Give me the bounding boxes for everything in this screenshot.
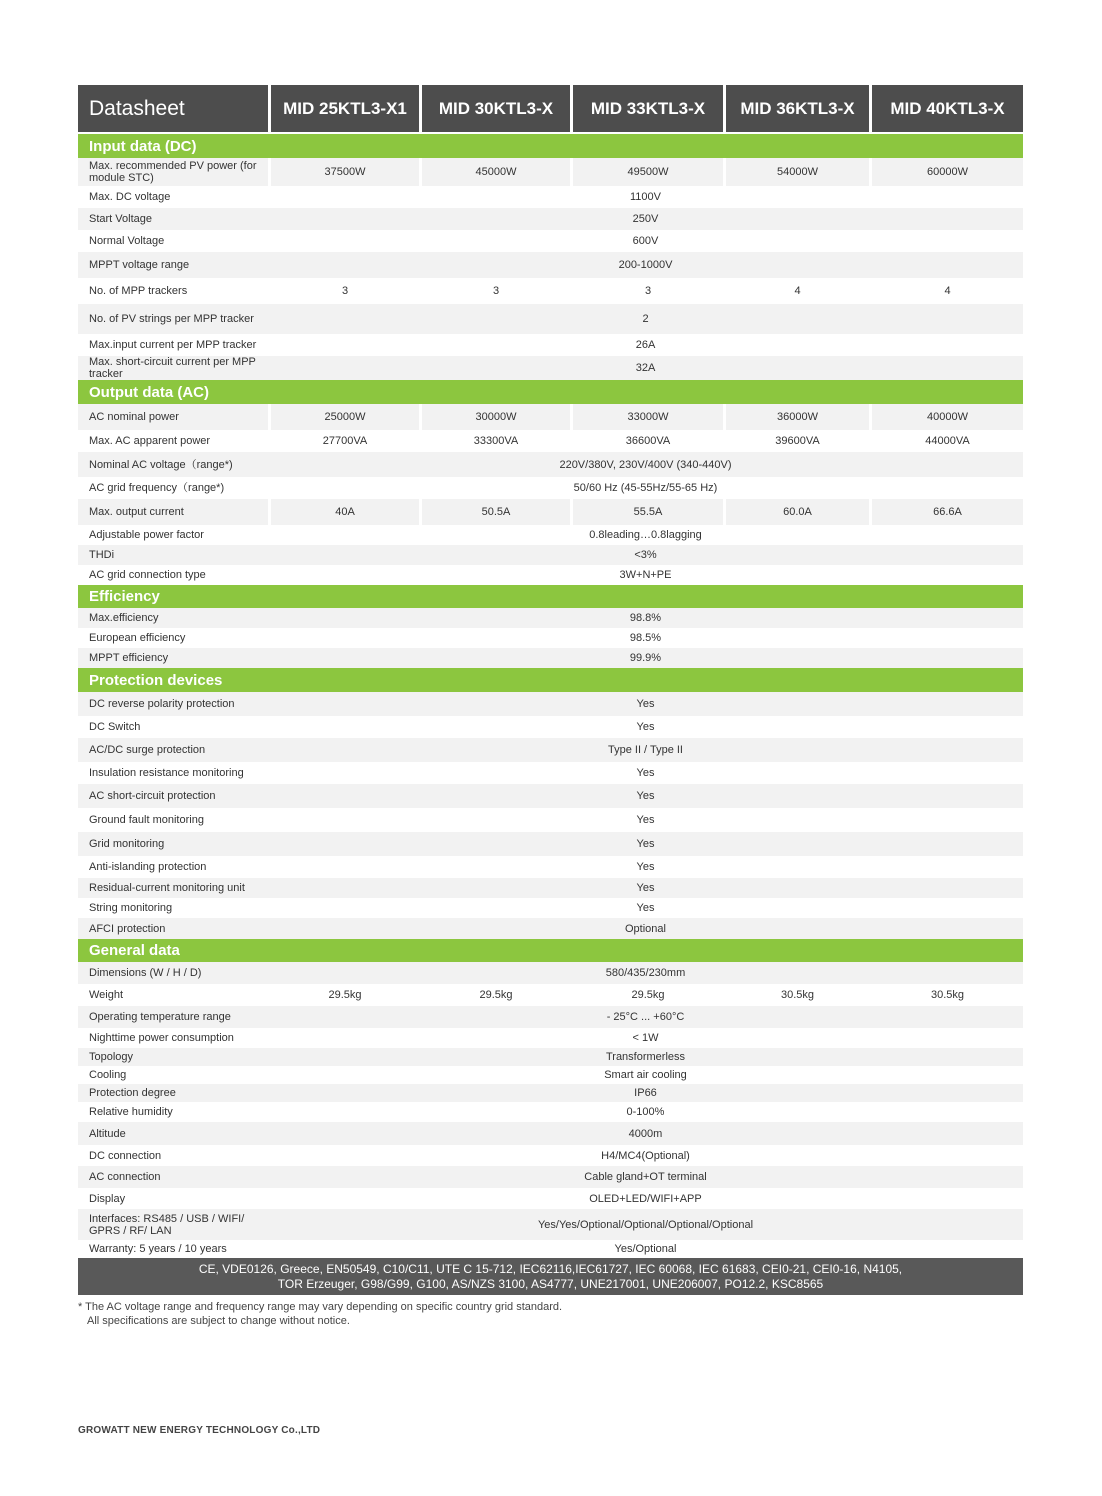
row-label: MPPT efficiency	[78, 648, 268, 668]
row-value: 39600VA	[726, 430, 869, 452]
table-row	[78, 648, 1023, 668]
row-label: Anti-islanding protection	[78, 856, 268, 878]
row-label: Adjustable power factor	[78, 525, 268, 545]
table-row	[78, 1066, 1023, 1084]
row-label: THDi	[78, 545, 268, 565]
row-label: Protection degree	[78, 1084, 268, 1102]
table-row	[78, 565, 1023, 585]
table-row	[78, 898, 1023, 918]
row-value: Yes	[268, 784, 1023, 808]
row-label: AC short-circuit protection	[78, 784, 268, 808]
row-label: DC reverse polarity protection	[78, 692, 268, 716]
model-header: MID 25KTL3-X1	[271, 85, 419, 132]
row-label: Max. output current	[78, 499, 268, 525]
row-label: European efficiency	[78, 628, 268, 648]
row-value: 36000W	[726, 404, 869, 430]
table-row	[78, 1006, 1023, 1028]
row-label: AC connection	[78, 1166, 268, 1188]
table-row	[78, 430, 1023, 452]
row-value: Yes	[268, 878, 1023, 898]
section-header: General data	[78, 939, 1023, 962]
table-row	[78, 832, 1023, 856]
row-label: Dimensions (W / H / D)	[78, 962, 268, 984]
table-row	[78, 716, 1023, 738]
certifications-line: TOR Erzeuger, G98/G99, G100, AS/NZS 3100, AS4777, UNE217001, UNE206007, PO12.2, KSC8565	[277, 1276, 824, 1291]
row-value: <3%	[268, 545, 1023, 565]
row-label: Start Voltage	[78, 208, 268, 230]
datasheet-title: Datasheet	[78, 85, 268, 132]
row-value: 36600VA	[573, 430, 723, 452]
row-value: 600V	[268, 230, 1023, 252]
model-header: MID 40KTL3-X	[872, 85, 1023, 132]
row-value: 60.0A	[726, 499, 869, 525]
table-row	[78, 452, 1023, 477]
row-label: String monitoring	[78, 898, 268, 918]
row-label: AC/DC surge protection	[78, 738, 268, 762]
row-value: Type II / Type II	[268, 738, 1023, 762]
row-value: 40000W	[872, 404, 1023, 430]
table-row	[78, 304, 1023, 334]
row-value: 1100V	[268, 186, 1023, 208]
row-value: 3	[573, 278, 723, 304]
row-value: 3	[422, 278, 570, 304]
row-value: Smart air cooling	[268, 1066, 1023, 1084]
row-value: 3	[271, 278, 419, 304]
row-value: 54000W	[726, 158, 869, 186]
row-value: Yes/Optional	[268, 1240, 1023, 1258]
row-value: 30.5kg	[872, 984, 1023, 1006]
table-header	[78, 85, 1023, 132]
row-value: Yes	[268, 762, 1023, 784]
table-row	[78, 499, 1023, 525]
row-value: Yes	[268, 692, 1023, 716]
row-label: AC grid frequency（range*)	[78, 477, 268, 499]
row-label: Max. DC voltage	[78, 186, 268, 208]
table-body	[78, 134, 1023, 1258]
row-value: Cable gland+OT terminal	[268, 1166, 1023, 1188]
row-label: AFCI protection	[78, 918, 268, 939]
row-label: Warranty: 5 years / 10 years	[78, 1240, 268, 1258]
table-row	[78, 962, 1023, 984]
table-row	[78, 784, 1023, 808]
row-label: Normal Voltage	[78, 230, 268, 252]
row-value: 45000W	[422, 158, 570, 186]
row-label: MPPT voltage range	[78, 252, 268, 278]
table-row	[78, 692, 1023, 716]
model-header: MID 30KTL3-X	[422, 85, 570, 132]
row-label: Cooling	[78, 1066, 268, 1084]
footnote: All specifications are subject to change without notice.	[87, 1315, 350, 1327]
table-row	[78, 1240, 1023, 1258]
row-label: Weight	[78, 984, 268, 1006]
table-row	[78, 356, 1023, 380]
row-value: 44000VA	[872, 430, 1023, 452]
row-label: Residual-current monitoring unit	[78, 878, 268, 898]
row-value: 33000W	[573, 404, 723, 430]
row-value: 66.6A	[872, 499, 1023, 525]
table-row	[78, 1209, 1023, 1240]
table-row	[78, 608, 1023, 628]
row-value: 0.8leading…0.8lagging	[268, 525, 1023, 545]
model-header: MID 33KTL3-X	[573, 85, 723, 132]
row-value: 200-1000V	[268, 252, 1023, 278]
row-value: 49500W	[573, 158, 723, 186]
row-value: 4	[872, 278, 1023, 304]
footnotes	[78, 1300, 562, 1328]
row-value: 3W+N+PE	[268, 565, 1023, 585]
row-value: 29.5kg	[422, 984, 570, 1006]
row-value: 580/435/230mm	[268, 962, 1023, 984]
table-row	[78, 1145, 1023, 1166]
row-label: DC Switch	[78, 716, 268, 738]
footnote: * The AC voltage range and frequency range may vary depending on specific country grid standard.	[78, 1301, 563, 1313]
row-value: 27700VA	[271, 430, 419, 452]
table-row	[78, 230, 1023, 252]
row-label: Operating temperature range	[78, 1006, 268, 1028]
row-label: Max.input current per MPP tracker	[78, 334, 268, 356]
row-value: 26A	[268, 334, 1023, 356]
row-value: 250V	[268, 208, 1023, 230]
row-value: 29.5kg	[573, 984, 723, 1006]
table-row	[78, 738, 1023, 762]
row-label: No. of PV strings per MPP tracker	[78, 304, 268, 334]
row-label: AC nominal power	[78, 404, 268, 430]
row-value: 2	[268, 304, 1023, 334]
table-row	[78, 545, 1023, 565]
row-value: 4	[726, 278, 869, 304]
table-row	[78, 628, 1023, 648]
row-label: Altitude	[78, 1122, 268, 1145]
certifications-bar	[78, 1258, 1023, 1295]
certifications-line: CE, VDE0126, Greece, EN50549, C10/C11, UTE C 15-712, IEC62116,IEC61727, IEC 60068, IEC 61683, CEI0-21, CEI0-16, N4105,	[198, 1261, 903, 1276]
row-label: Insulation resistance monitoring	[78, 762, 268, 784]
table-row	[78, 918, 1023, 939]
row-label: Max. short-circuit current per MPP tracker	[78, 356, 268, 380]
row-value: 33300VA	[422, 430, 570, 452]
row-value: 55.5A	[573, 499, 723, 525]
model-header: MID 36KTL3-X	[726, 85, 869, 132]
table-row	[78, 808, 1023, 832]
row-value: 30.5kg	[726, 984, 869, 1006]
row-label: Display	[78, 1188, 268, 1209]
section-header: Input data (DC)	[78, 134, 1023, 158]
row-label: Ground fault monitoring	[78, 808, 268, 832]
row-value: < 1W	[268, 1028, 1023, 1048]
table-row	[78, 1084, 1023, 1102]
row-value: Transformerless	[268, 1048, 1023, 1066]
row-value: 0-100%	[268, 1102, 1023, 1122]
table-row	[78, 1166, 1023, 1188]
row-value: 99.9%	[268, 648, 1023, 668]
table-row	[78, 1028, 1023, 1048]
row-value: 30000W	[422, 404, 570, 430]
row-label: Max. AC apparent power	[78, 430, 268, 452]
company-name: GROWATT NEW ENERGY TECHNOLOGY Co.,LTD	[78, 1425, 321, 1436]
row-value: 98.5%	[268, 628, 1023, 648]
table-row	[78, 525, 1023, 545]
row-label: DC connection	[78, 1145, 268, 1166]
row-value: 98.8%	[268, 608, 1023, 628]
row-value: 40A	[271, 499, 419, 525]
table-row	[78, 878, 1023, 898]
row-label: Nominal AC voltage（range*)	[78, 452, 268, 477]
row-value: 29.5kg	[271, 984, 419, 1006]
row-value: 32A	[268, 356, 1023, 380]
table-row	[78, 208, 1023, 230]
row-label: No. of MPP trackers	[78, 278, 268, 304]
row-value: Optional	[268, 918, 1023, 939]
row-label: Max.efficiency	[78, 608, 268, 628]
row-label: Relative humidity	[78, 1102, 268, 1122]
table-row	[78, 404, 1023, 430]
row-value: Yes	[268, 808, 1023, 832]
row-value: 25000W	[271, 404, 419, 430]
section-header: Efficiency	[78, 585, 1023, 608]
row-value: Yes	[268, 716, 1023, 738]
row-value: IP66	[268, 1084, 1023, 1102]
row-value: 50/60 Hz (45-55Hz/55-65 Hz)	[268, 477, 1023, 499]
datasheet-table	[78, 85, 1023, 1295]
row-value: Yes/Yes/Optional/Optional/Optional/Optional	[268, 1209, 1023, 1240]
row-value: - 25°C ... +60°C	[268, 1006, 1023, 1028]
section-header: Protection devices	[78, 668, 1023, 692]
table-row	[78, 984, 1023, 1006]
table-row	[78, 762, 1023, 784]
row-label: Grid monitoring	[78, 832, 268, 856]
row-label: Topology	[78, 1048, 268, 1066]
table-row	[78, 477, 1023, 499]
row-value: Yes	[268, 832, 1023, 856]
row-value: 37500W	[271, 158, 419, 186]
table-row	[78, 1188, 1023, 1209]
table-row	[78, 1048, 1023, 1066]
table-row	[78, 278, 1023, 304]
table-row	[78, 186, 1023, 208]
row-label: Nighttime power consumption	[78, 1028, 268, 1048]
row-value: 220V/380V, 230V/400V (340-440V)	[268, 452, 1023, 477]
table-row	[78, 1122, 1023, 1145]
table-row	[78, 334, 1023, 356]
row-value: 60000W	[872, 158, 1023, 186]
section-header: Output data (AC)	[78, 380, 1023, 404]
row-label: Max. recommended PV power (for module STC)	[78, 158, 268, 186]
table-row	[78, 856, 1023, 878]
row-label: AC grid connection type	[78, 565, 268, 585]
row-value: 50.5A	[422, 499, 570, 525]
row-label: Interfaces: RS485 / USB / WIFI/ GPRS / RF/ LAN	[78, 1209, 268, 1240]
row-value: Yes	[268, 856, 1023, 878]
row-value: H4/MC4(Optional)	[268, 1145, 1023, 1166]
table-row	[78, 158, 1023, 186]
row-value: Yes	[268, 898, 1023, 918]
table-row	[78, 252, 1023, 278]
row-value: 4000m	[268, 1122, 1023, 1145]
table-row	[78, 1102, 1023, 1122]
row-value: OLED+LED/WIFI+APP	[268, 1188, 1023, 1209]
